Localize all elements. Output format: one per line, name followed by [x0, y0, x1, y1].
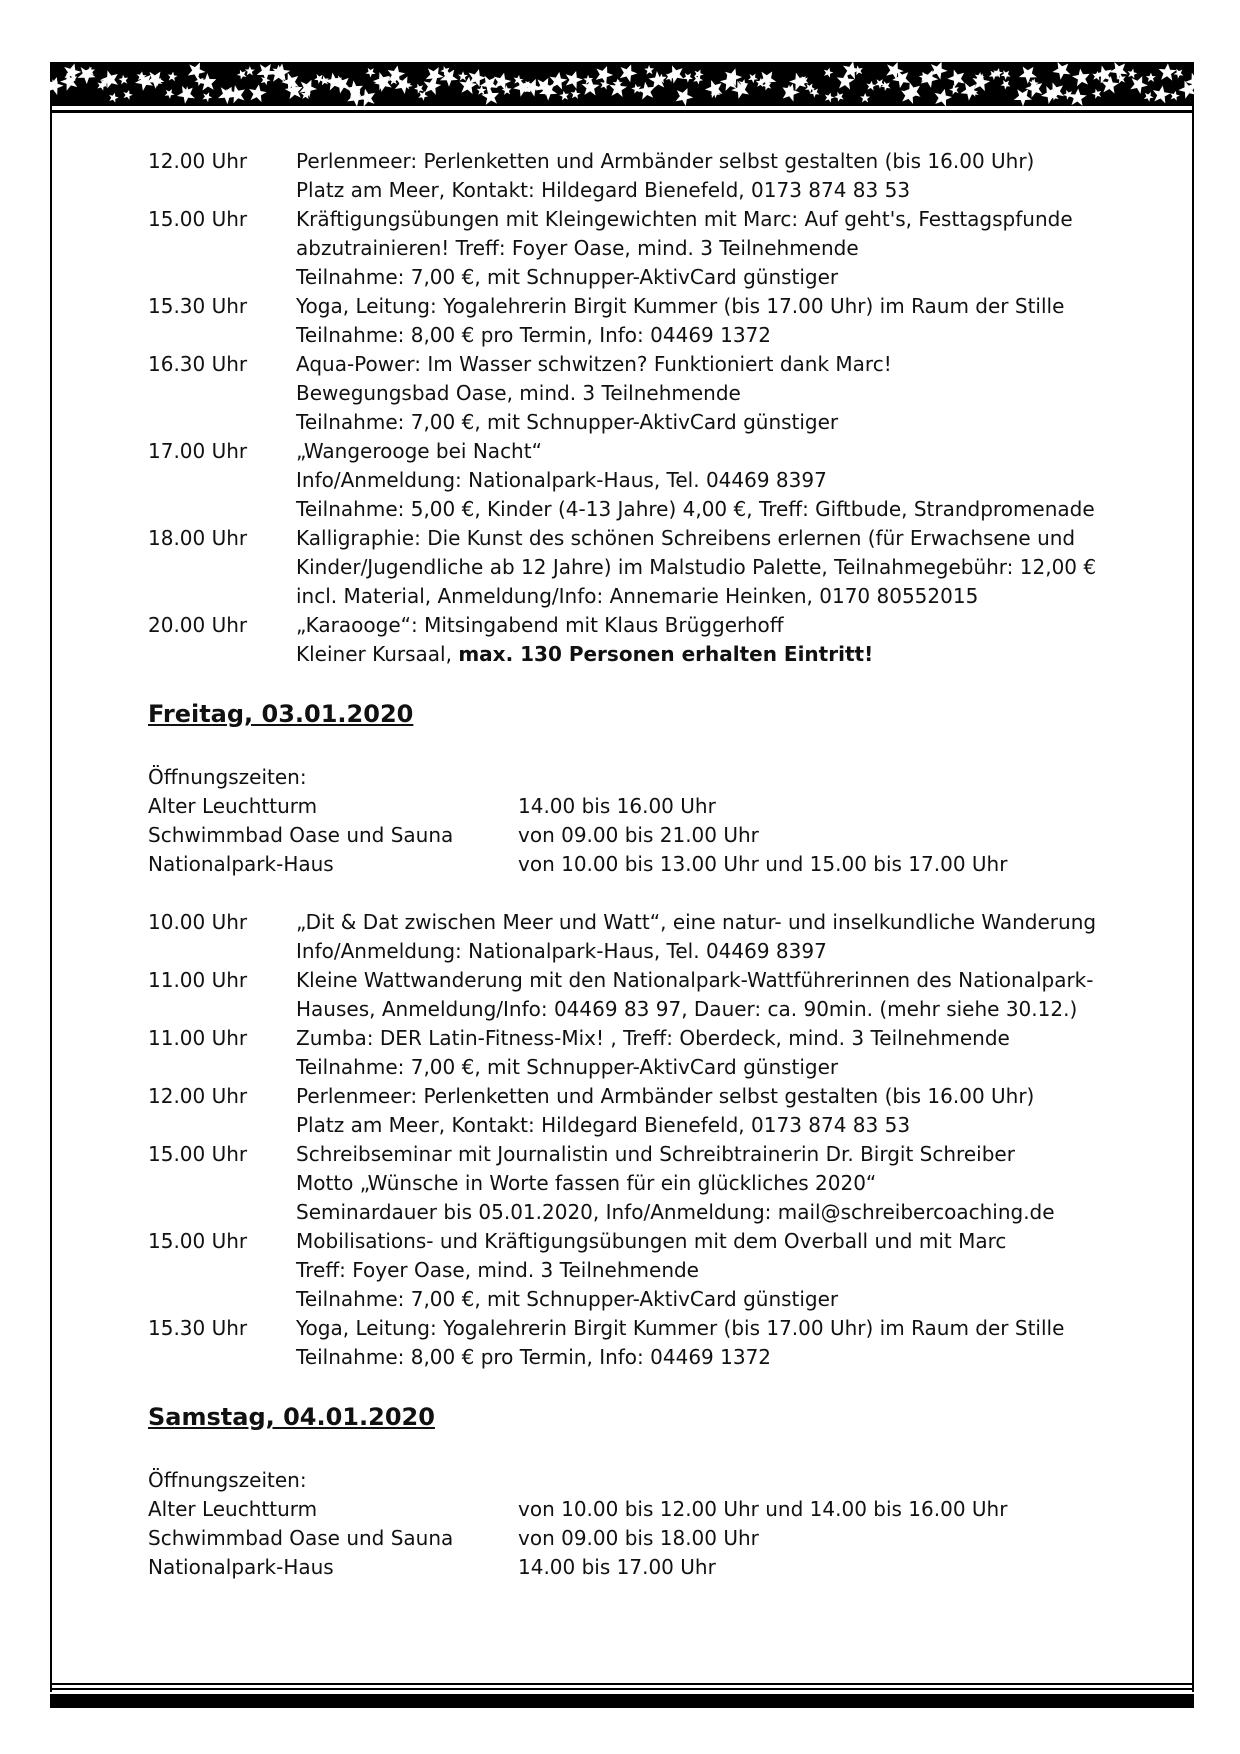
event-description: [296, 147, 1108, 205]
star-icon: [167, 71, 178, 82]
opening-hours-row: [148, 850, 1108, 879]
event-row: [148, 1227, 1108, 1314]
opening-hours-row: [148, 792, 1108, 821]
star-icon: [703, 76, 728, 101]
event-list-thursday: [148, 147, 1108, 669]
star-icon: [681, 70, 695, 84]
star-icon: [480, 85, 503, 106]
event-description: [296, 524, 1108, 611]
event-time: 10.00 Uhr: [148, 910, 248, 934]
schedule-content: [148, 147, 1108, 1582]
event-row: [148, 205, 1108, 292]
star-icon: [163, 87, 176, 100]
event-description: [296, 437, 1108, 524]
star-icon: [860, 93, 870, 103]
event-row: [148, 1314, 1108, 1372]
star-icon: [1126, 68, 1138, 79]
star-border-decoration: [50, 62, 1194, 106]
event-line: Zumba: DER Latin-Fitness-Mix! , Treff: Oberdeck, mind. 3 Teilnehmende: [296, 1026, 1010, 1050]
header-rule: [50, 110, 1194, 113]
footer-rule: [50, 1683, 1194, 1685]
event-row: [148, 1140, 1108, 1227]
facility-name: Schwimmbad Oase und Sauna: [148, 1526, 454, 1550]
opening-hours-row: [148, 1495, 1108, 1524]
event-line: Schreibseminar mit Journalistin und Schreibtrainerin Dr. Birgit Schreiber: [296, 1142, 1015, 1166]
star-icon: [226, 82, 250, 106]
star-icon: [185, 62, 208, 82]
event-row: [148, 1082, 1108, 1140]
star-icon: [1050, 62, 1075, 82]
event-time: 16.30 Uhr: [148, 352, 248, 376]
event-description: [296, 966, 1108, 1024]
event-line: Perlenmeer: Perlenketten und Armbänder selbst gestalten (bis 16.00 Uhr): [296, 149, 1035, 173]
star-icon: [672, 85, 695, 106]
event-row: [148, 292, 1108, 350]
star-icon: [1151, 84, 1172, 104]
event-description: [296, 1140, 1108, 1227]
event-time: 15.00 Uhr: [148, 1142, 248, 1166]
facility-hours: von 09.00 bis 18.00 Uhr: [518, 1526, 759, 1550]
opening-hours-friday: [148, 763, 1108, 879]
event-line: Kleine Wattwanderung mit den Nationalpark-Wattführerinnen des Nationalpark-: [296, 968, 1094, 992]
day-heading-saturday: Samstag, 04.01.2020: [148, 1403, 435, 1431]
star-icon: [476, 85, 486, 95]
footer-bar: [50, 1694, 1194, 1708]
star-icon: [664, 62, 689, 86]
event-line: „Dit & Dat zwischen Meer und Watt“, eine natur- und inselkundliche Wanderung: [296, 910, 1097, 934]
facility-name: Nationalpark-Haus: [148, 852, 334, 876]
admission-notice: max. 130 Personen erhalten Eintritt!: [458, 642, 874, 666]
star-icon: [1146, 73, 1156, 82]
facility-name: Nationalpark-Haus: [148, 1555, 334, 1579]
star-icon: [644, 64, 656, 77]
star-icon: [1169, 90, 1181, 101]
event-line: Mobilisations- und Kräftigungsübungen mit dem Overball und mit Marc: [296, 1229, 1007, 1253]
opening-hours-row: [148, 1553, 1108, 1582]
event-list-friday: [148, 908, 1108, 1372]
event-row: [148, 966, 1108, 1024]
event-line: Platz am Meer, Kontakt: Hildegard Bienefeld, 0173 874 83 53: [296, 1113, 911, 1137]
event-line: [296, 640, 1108, 669]
facility-hours: von 10.00 bis 13.00 Uhr und 15.00 bis 17.00 Uhr: [518, 852, 1008, 876]
event-row: [148, 611, 1108, 669]
event-time: 15.30 Uhr: [148, 294, 248, 318]
event-description: [296, 1314, 1108, 1372]
event-line: Teilnahme: 8,00 € pro Termin, Info: 04469 1372: [296, 1345, 772, 1369]
star-icon: [245, 66, 255, 76]
event-line: „Karaooge“: Mitsingabend mit Klaus Brüggerhoff: [296, 613, 784, 637]
event-line: Kräftigungsübungen mit Kleingewichten mit Marc: Auf geht's, Festtagspfunde: [296, 207, 1073, 231]
facility-hours: 14.00 bis 17.00 Uhr: [518, 1555, 716, 1579]
facility-hours: von 10.00 bis 12.00 Uhr und 14.00 bis 16.00 Uhr: [518, 1497, 1008, 1521]
star-icon: [593, 63, 616, 85]
event-time: 18.00 Uhr: [148, 526, 248, 550]
star-icon: [866, 80, 877, 91]
event-time: 15.00 Uhr: [148, 207, 248, 231]
opening-hours-row: [148, 821, 1108, 850]
event-line: Bewegungsbad Oase, mind. 3 Teilnehmende: [296, 381, 741, 405]
star-icon: [107, 91, 119, 103]
event-row: [148, 908, 1108, 966]
event-line: abzutrainieren! Treff: Foyer Oase, mind. 3 Teilnehmende: [296, 236, 859, 260]
event-description: [296, 350, 1108, 437]
star-icon: [247, 83, 268, 103]
star-icon: [1142, 90, 1155, 103]
event-time: 20.00 Uhr: [148, 613, 248, 637]
event-row: [148, 524, 1108, 611]
star-icon: [1016, 62, 1041, 86]
event-time: 12.00 Uhr: [148, 149, 248, 173]
star-icon: [630, 82, 643, 95]
event-line: Treff: Foyer Oase, mind. 3 Teilnehmende: [296, 1258, 699, 1282]
star-icon: [364, 65, 378, 79]
event-line: Info/Anmeldung: Nationalpark-Haus, Tel. 04469 8397: [296, 939, 827, 963]
star-icon: [1091, 87, 1104, 101]
event-line: Yoga, Leitung: Yogalehrerin Birgit Kummer (bis 17.00 Uhr) im Raum der Stille: [296, 1316, 1065, 1340]
star-icon: [823, 91, 835, 103]
opening-hours-title: Öffnungszeiten:: [148, 1468, 307, 1492]
event-time: 11.00 Uhr: [148, 968, 248, 992]
event-description: [296, 205, 1108, 292]
event-line: Aqua-Power: Im Wasser schwitzen? Funktioniert dank Marc!: [296, 352, 892, 376]
star-icon: [174, 81, 199, 106]
event-line: incl. Material, Anmeldung/Info: Annemarie Heinken, 0170 80552015: [296, 584, 979, 608]
event-description: [296, 611, 1108, 669]
facility-hours: 14.00 bis 16.00 Uhr: [518, 794, 716, 818]
facility-name: Alter Leuchtturm: [148, 1497, 318, 1521]
star-icon: [201, 90, 214, 103]
event-description: [296, 292, 1108, 350]
star-icon: [822, 66, 834, 78]
event-row: [148, 147, 1108, 205]
event-description: [296, 1024, 1108, 1082]
star-icon: [1070, 66, 1093, 90]
star-icon: [1158, 63, 1177, 81]
stars-pattern-icon: [50, 62, 1194, 106]
event-time: 17.00 Uhr: [148, 439, 248, 463]
event-time: 12.00 Uhr: [148, 1084, 248, 1108]
event-description: [296, 1082, 1108, 1140]
star-icon: [999, 77, 1013, 91]
event-time: 11.00 Uhr: [148, 1026, 248, 1050]
event-line: Perlenmeer: Perlenketten und Armbänder selbst gestalten (bis 16.00 Uhr): [296, 1084, 1035, 1108]
event-line: Teilnahme: 8,00 € pro Termin, Info: 04469 1372: [296, 323, 772, 347]
day-heading-friday: Freitag, 03.01.2020: [148, 700, 414, 728]
event-row: [148, 350, 1108, 437]
star-icon: [833, 90, 847, 104]
event-line: Platz am Meer, Kontakt: Hildegard Bienefeld, 0173 874 83 53: [296, 178, 911, 202]
star-icon: [122, 89, 134, 101]
event-line: Kinder/Jugendliche ab 12 Jahre) im Malstudio Palette, Teilnahmegebühr: 12,00 €: [296, 555, 1097, 579]
event-line: Seminardauer bis 05.01.2020, Info/Anmeldung: mail@schreibercoaching.de: [296, 1200, 1055, 1224]
star-icon: [75, 62, 99, 86]
event-line: Motto „Wünsche in Worte fassen für ein glückliches 2020“: [296, 1171, 877, 1195]
event-line: Hauses, Anmeldung/Info: 04469 83 97, Dauer: ca. 90min. (mehr siehe 30.12.): [296, 997, 1078, 1021]
star-icon: [118, 73, 131, 86]
event-line: Teilnahme: 7,00 €, mit Schnupper-AktivCard günstiger: [296, 1287, 839, 1311]
star-icon: [491, 71, 513, 92]
event-line: Teilnahme: 7,00 €, mit Schnupper-AktivCard günstiger: [296, 1055, 839, 1079]
star-icon: [570, 89, 581, 99]
facility-name: Schwimmbad Oase und Sauna: [148, 823, 454, 847]
event-line: Yoga, Leitung: Yogalehrerin Birgit Kummer (bis 17.00 Uhr) im Raum der Stille: [296, 294, 1065, 318]
event-row: [148, 437, 1108, 524]
event-line: Info/Anmeldung: Nationalpark-Haus, Tel. 04469 8397: [296, 468, 827, 492]
star-icon: [563, 68, 585, 90]
event-line: Teilnahme: 7,00 €, mit Schnupper-AktivCard günstiger: [296, 265, 839, 289]
star-icon: [1062, 87, 1076, 101]
event-description: [296, 1227, 1108, 1314]
facility-hours: von 09.00 bis 21.00 Uhr: [518, 823, 759, 847]
star-icon: [999, 67, 1013, 81]
star-icon: [581, 78, 600, 96]
event-row: [148, 1024, 1108, 1082]
event-description: [296, 908, 1108, 966]
event-line: Kalligraphie: Die Kunst des schönen Schreibens erlernen (für Erwachsene und: [296, 526, 1076, 550]
star-icon: [558, 89, 571, 102]
event-line: „Wangerooge bei Nacht“: [296, 439, 542, 463]
star-icon: [617, 62, 640, 83]
star-icon: [458, 71, 468, 81]
event-time: 15.30 Uhr: [148, 1316, 248, 1340]
event-line: Teilnahme: 7,00 €, mit Schnupper-AktivCard günstiger: [296, 410, 839, 434]
facility-name: Alter Leuchtturm: [148, 794, 318, 818]
event-time: 15.00 Uhr: [148, 1229, 248, 1253]
event-line: Teilnahme: 5,00 €, Kinder (4-13 Jahre) 4,00 €, Treff: Giftbude, Strandpromenade: [296, 497, 1095, 521]
opening-hours-saturday: [148, 1466, 1108, 1582]
opening-hours-row: [148, 1524, 1108, 1553]
opening-hours-title: Öffnungszeiten:: [148, 765, 307, 789]
star-icon: [1172, 66, 1186, 80]
footer-rule: [50, 1688, 1194, 1690]
event-venue: Kleiner Kursaal,: [296, 642, 459, 666]
